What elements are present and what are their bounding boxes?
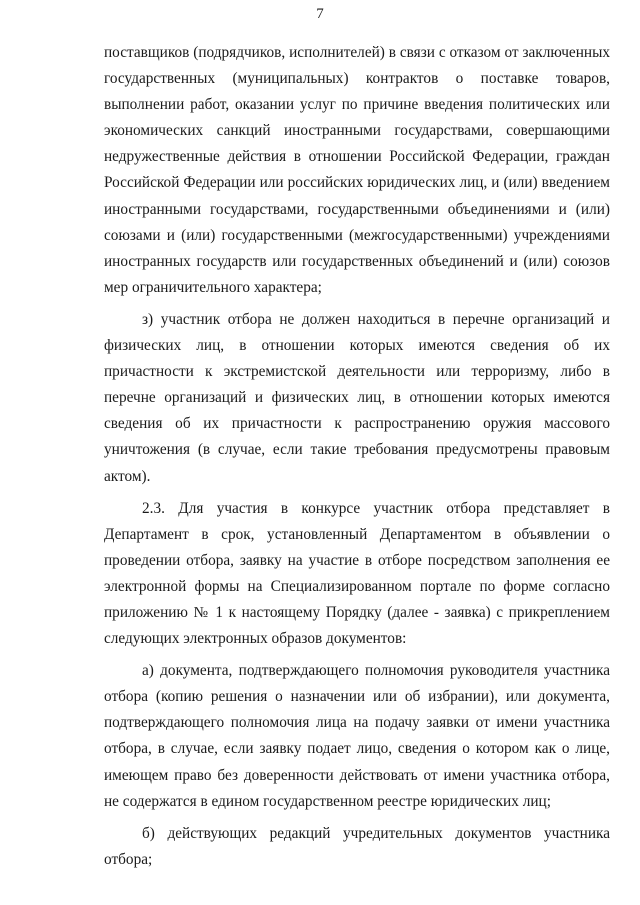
paragraph-item-a: а) документа, подтверждающего полномочия руководителя участника отбора (копию решения о назначении или об избрании), или документа, подтверждающего полномочия лица на подачу заявки от имени участника отбора, в случае, если заявку подает лицо, сведения о котором как о лице, имеющем право без доверенности действовать от имени участника отбора, не содержатся в едином государственном реестре юридических лиц; <box>104 662 610 810</box>
paragraph-item-z: з) участник отбора не должен находиться в перечне организаций и физических лиц, в отношении которых имеются сведения об их причастности к экстремистской деятельности или терроризму, либо в перечне организаций и физических лиц, в отношении которых имеются сведения об их причастности к распространению оружия массового уничтожения (в случае, если такие требования предусмотрены правовым актом). <box>104 310 610 485</box>
page-number: 7 <box>316 6 324 22</box>
paragraph-section-2-3: 2.3. Для участия в конкурсе участник отбора представляет в Департамент в срок, установленный Департаментом в объявлении о проведении отбора, заявку на участие в отборе посредством заполнения ее электронной формы на Специализированном портале по форме согласно приложению № 1 к настоящему Порядку (далее - заявка) с прикреплением следующих электронных образов документов: <box>104 499 610 648</box>
document-body <box>104 40 610 879</box>
paragraph-item-b: б) действующих редакций учредительных документов участника отбора; <box>104 824 610 868</box>
paragraph-sanctions-continuation: поставщиков (подрядчиков, исполнителей) в связи с отказом от заключенных государственных (муниципальных) контрактов о поставке товаров, выполнении работ, оказании услуг по причине введения политических или экономических санкций иностранными государствами, совершающими недружественные действия в отношении Российской Федерации, граждан Российской Федерации или российских юридических лиц, и (или) введением иностранными государствами, государственными объединениями и (или) союзами и (или) государственными (межгосударственными) учреждениями иностранных государств или государственных объединений и (или) союзов мер ограничительного характера; <box>104 44 610 296</box>
